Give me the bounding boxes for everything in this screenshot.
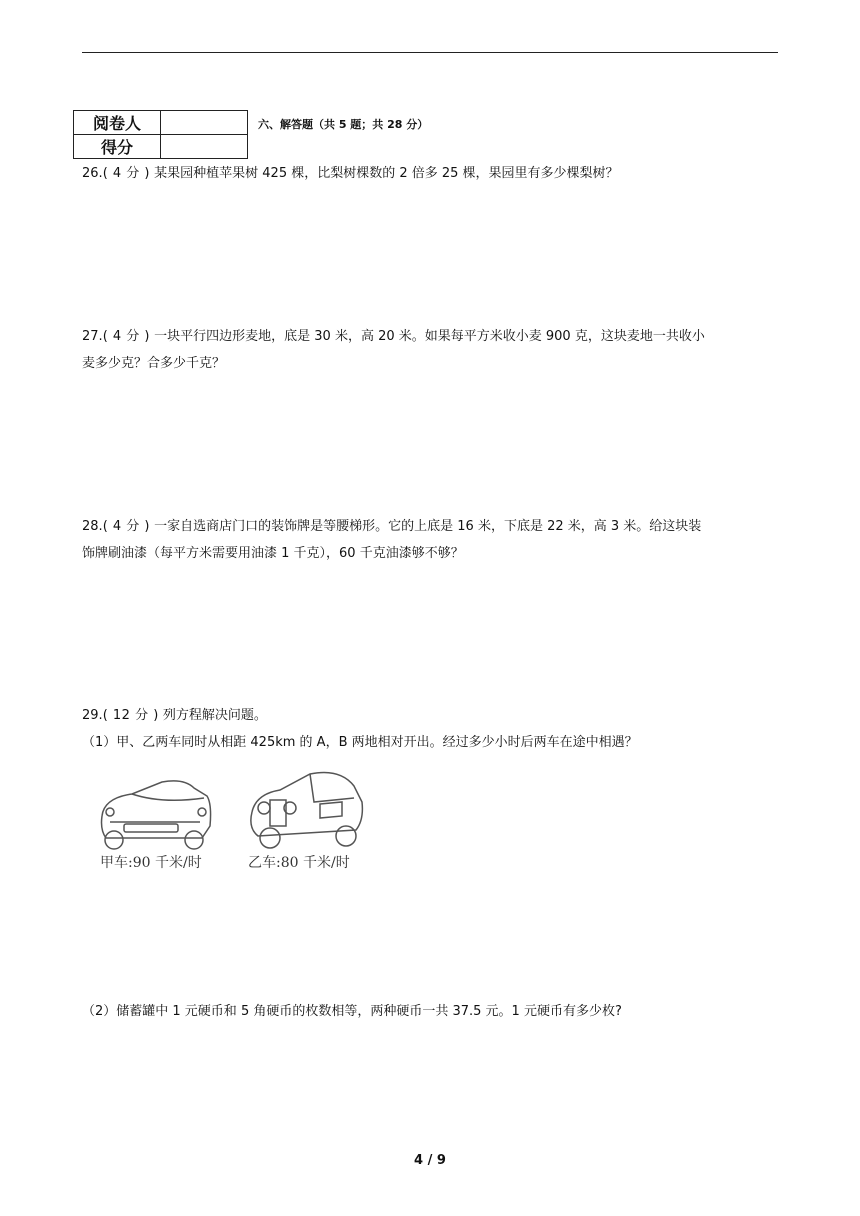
header-rule (82, 52, 778, 53)
page-number: 4 / 9 (414, 1153, 446, 1168)
question-points: ( 4 分 ) (102, 519, 150, 534)
question-26 (82, 160, 782, 187)
reviewer-cell (161, 111, 248, 135)
question-text: 一家自选商店门口的装饰牌是等腰梯形。它的上底是 16 米，下底是 22 米，高 3 米。给这块装 (154, 519, 702, 534)
question-points: ( 4 分 ) (102, 329, 150, 344)
question-text: 某果园种植苹果树 425 棵，比梨树棵数的 2 倍多 25 棵，果园里有多少棵梨树？ (154, 166, 619, 181)
question-29 (82, 702, 782, 729)
reviewer-label: 阅卷人 (74, 111, 161, 135)
question-27 (82, 323, 782, 377)
question-text-continued: 饰牌刷油漆（每平方米需要用油漆 1 千克），60 千克油漆够不够？ (82, 546, 464, 561)
subquestion-2: （2）储蓄罐中 1 元硬币和 5 角硬币的枚数相等，两种硬币一共 37.5 元。1 元硬币有多少枚? (82, 1004, 622, 1019)
question-28 (82, 513, 782, 567)
car-b-drawing (251, 773, 363, 849)
car-a-drawing (102, 781, 211, 849)
question-text: 一块平行四边形麦地，底是 30 米，高 20 米。如果每平方米收小麦 900 克，这块麦地一共收小 (154, 329, 705, 344)
question-points: ( 4 分 ) (102, 166, 150, 181)
score-cell (161, 135, 248, 159)
question-number: 26. (82, 166, 103, 181)
question-number: 29. (82, 708, 103, 723)
subquestion-1: （1）甲、乙两车同时从相距 425km 的 A，B 两地相对开出。经过多少小时后两车在途中相遇？ (82, 735, 638, 750)
question-text: 列方程解决问题。 (162, 708, 267, 723)
question-text-continued: 麦多少克？合多少千克？ (82, 356, 226, 371)
score-table (73, 110, 248, 159)
section-title: 六、解答题（共 5 题；共 28 分） (258, 118, 429, 131)
question-number: 28. (82, 519, 103, 534)
score-label: 得分 (74, 135, 161, 159)
question-number: 27. (82, 329, 103, 344)
question-points: ( 12 分 ) (102, 708, 159, 723)
car-a-caption: 甲车:90 千米/时 (100, 855, 202, 871)
car-b-caption: 乙车:80 千米/时 (248, 855, 350, 871)
